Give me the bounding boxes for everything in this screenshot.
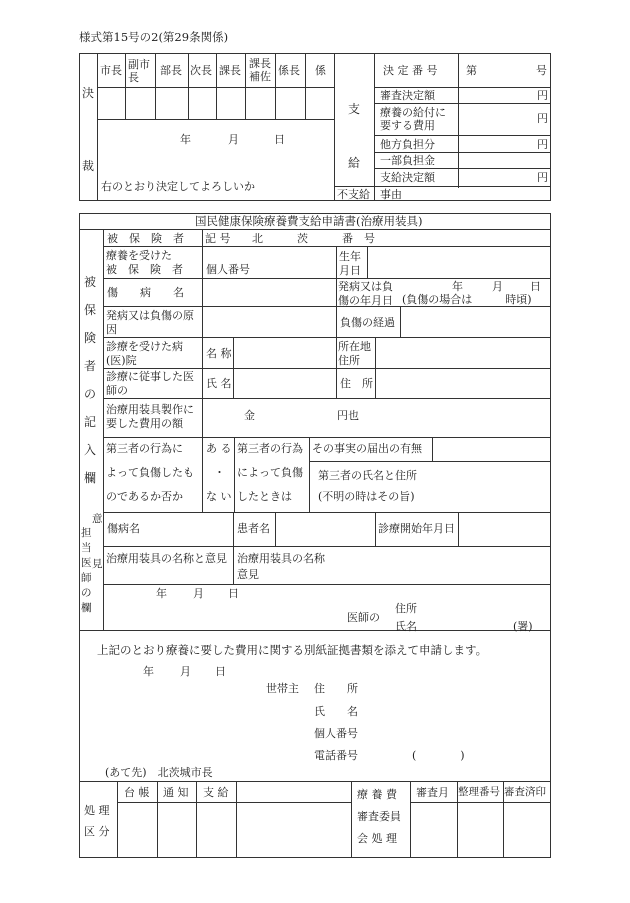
symbol-label: 記 号	[205, 232, 231, 245]
proc-col-review-month: 審査月	[416, 786, 449, 799]
number-label: 番 号	[342, 232, 375, 245]
stamp-header-subsection-chief: 係長	[278, 64, 300, 77]
decl-householder: 世帯主	[266, 682, 299, 695]
injury-name-label: 傷 病 名	[107, 286, 184, 299]
stamp-header-assistant-chief: 課長補佐	[249, 57, 271, 83]
yen-2: 円	[537, 112, 548, 125]
onset-label: 発病又は負傷の年月日	[338, 280, 393, 307]
payment-label-top: 支	[348, 102, 361, 116]
kessai-label-top: 決	[82, 86, 95, 100]
third-party-q1: 第三者の行為に	[106, 442, 183, 455]
third-party-dot: ・	[214, 466, 225, 479]
decl-date-year: 年	[143, 665, 154, 678]
proc-review-3: 会 処 理	[357, 832, 397, 845]
dr-device-name-label: 治療用装具の名称	[237, 552, 325, 565]
payment-label-bottom: 給	[348, 156, 361, 170]
kessai-label-bottom: 裁	[82, 159, 95, 173]
dr-sign: (署)	[513, 620, 533, 633]
personal-no-label: 個人番号	[206, 263, 250, 276]
patient-line-2: 被 保 険 者	[106, 263, 183, 276]
proc-col-review-stamp: 審査済印	[504, 786, 546, 798]
row-partial-share: 一部負担金	[380, 154, 435, 167]
third-party-when-2: によって負傷	[237, 466, 303, 479]
onset-note: (負傷の場合は 時頃)	[402, 293, 532, 306]
not-paid-label: 不支給	[337, 188, 370, 201]
third-party-when-3: したときは	[237, 490, 292, 503]
insured-side-label: 被 保 険 者 の 記 入 欄	[84, 275, 97, 485]
kessai-decision-text: 右のとおり決定してよろしいか	[101, 180, 255, 193]
dr-date-month: 月	[193, 587, 204, 600]
yen-5: 円	[537, 171, 548, 184]
third-party-name-address: 第三者の氏名と住所	[318, 469, 417, 482]
dr-doctor-of: 医師の	[347, 611, 380, 624]
third-party-unknown: (不明の時はその旨)	[318, 490, 415, 503]
yen-1: 円	[537, 89, 548, 102]
cost-label: 治療用装具製作に要した費用の額	[106, 403, 194, 430]
decl-date-month: 月	[180, 665, 191, 678]
dr-patient-label: 患者名	[237, 522, 270, 535]
kessai-date-year: 年	[180, 133, 191, 146]
dr-injury-label: 傷病名	[107, 522, 140, 535]
third-party-q2: よって負傷したも	[106, 466, 194, 479]
dr-name: 氏名	[395, 620, 417, 633]
decision-number-go: 号	[536, 64, 547, 77]
stamp-header-section-chief: 課長	[219, 64, 241, 77]
onset-day: 日	[530, 280, 541, 293]
form-number: 様式第15号の2(第29条関係)	[79, 30, 229, 44]
dr-start-date-label: 診療開始年月日	[378, 522, 455, 535]
yen-3: 円	[537, 138, 548, 151]
stamp-header-deputy-director: 次長	[190, 64, 212, 77]
cost-kin: 金	[244, 409, 255, 422]
stamp-header-deputy-mayor: 副市長	[128, 58, 150, 84]
dr-device-opinion-label: 治療用装具の名称と意見	[106, 552, 227, 565]
dr-date-day: 日	[228, 587, 239, 600]
stamp-header-staff: 係	[315, 64, 326, 77]
proc-label-2: 区 分	[84, 825, 110, 838]
stamp-header-mayor: 市長	[100, 64, 122, 77]
onset-year: 年	[452, 280, 463, 293]
symbol-kita: 北	[252, 232, 263, 245]
decl-name: 氏 名	[314, 705, 358, 718]
third-party-when-1: 第三者の行為	[237, 442, 303, 455]
proc-col-payment: 支 給	[203, 786, 229, 799]
decision-number-label: 決 定 番 号	[383, 64, 438, 77]
proc-col-notice: 通 知	[163, 786, 189, 799]
patient-line-1: 療養を受けた	[106, 249, 172, 262]
reason-label: 事由	[380, 188, 402, 201]
decl-date-day: 日	[215, 665, 226, 678]
third-party-yes: あ る	[206, 442, 232, 455]
row-medical-cost: 療養の給付に要する費用	[380, 106, 446, 132]
third-party-report: その事実の届出の有無	[312, 442, 422, 455]
decl-phone-paren: ( )	[412, 749, 465, 762]
hospital-label: 診療を受けた病(医)院	[106, 340, 183, 367]
proc-col-ledger: 台 帳	[124, 786, 150, 799]
proc-col-serial-no: 整理番号	[458, 786, 500, 798]
kessai-date-month: 月	[228, 133, 239, 146]
doctor-address-label: 住 所	[340, 377, 373, 390]
decl-addressee: (あて先) 北茨城市長	[105, 766, 213, 779]
decl-phone: 電話番号	[314, 749, 358, 762]
hospital-location-label: 所在地住所	[338, 340, 371, 367]
doctor-side-label-right: 意 見	[92, 513, 103, 570]
stamp-header-director: 部長	[160, 64, 182, 77]
dr-opinion-label: 意見	[237, 568, 259, 581]
insured-label: 被 保 険 者	[107, 232, 184, 245]
declaration-text: 上記のとおり療養に要した費用に関する別紙証拠書類を添えて申請します。	[97, 643, 488, 657]
row-payment-decision: 支給決定額	[380, 171, 435, 184]
cost-enya: 円也	[337, 409, 359, 422]
decl-personal-no: 個人番号	[314, 727, 358, 740]
birth-label: 生年月日	[339, 250, 361, 277]
doctor-name-label: 氏 名	[206, 377, 232, 390]
third-party-no: な い	[206, 490, 232, 503]
decl-address: 住 所	[314, 682, 358, 695]
proc-review-1: 療 養 費	[357, 788, 397, 801]
proc-label-1: 処 理	[84, 804, 110, 817]
third-party-q3: のであるか否か	[106, 490, 183, 503]
decision-number-dai: 第	[466, 64, 477, 77]
onset-month: 月	[492, 280, 503, 293]
kessai-date-day: 日	[274, 133, 285, 146]
dr-date-year: 年	[156, 587, 167, 600]
doctor-label: 診療に従事した医師の	[106, 370, 194, 397]
doctor-side-label: 担 当 医 師 の 欄	[81, 527, 92, 614]
cause-label: 発病又は負傷の原因	[106, 309, 194, 336]
row-review-decision: 審査決定額	[380, 89, 435, 102]
course-label: 負傷の経過	[340, 316, 395, 329]
proc-review-2: 審査委員	[357, 810, 401, 823]
hospital-name-label: 名 称	[206, 347, 232, 360]
row-other-share: 他方負担分	[380, 138, 435, 151]
symbol-ibara: 茨	[297, 232, 308, 245]
dr-address: 住所	[395, 602, 417, 615]
application-title: 国民健康保険療養費支給申請書(治療用装具)	[195, 214, 423, 228]
